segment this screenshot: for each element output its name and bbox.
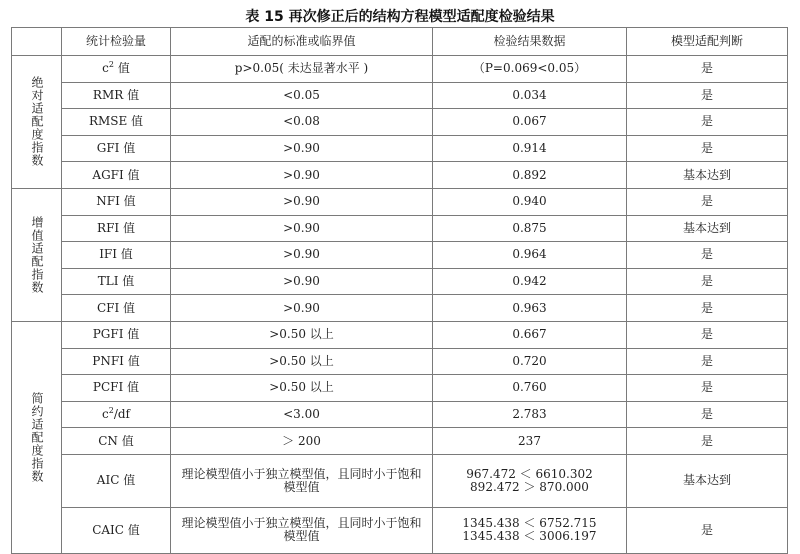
stat-cell: AGFI 值 xyxy=(62,162,171,189)
stat-cell: PGFI 值 xyxy=(62,321,171,348)
stat-cell: GFI 值 xyxy=(62,135,171,162)
standard-cell: p>0.05( 未达显著水平 ) xyxy=(171,56,433,83)
table-row xyxy=(12,109,788,136)
standard-cell: ＞ 200 xyxy=(171,428,433,455)
judgment-cell: 是 xyxy=(627,401,788,428)
stat-cell: CAIC 值 xyxy=(62,507,171,553)
stat-cell: PNFI 值 xyxy=(62,348,171,375)
table-title: 表 15 再次修正后的结构方程模型适配度检验结果 xyxy=(245,9,555,25)
group-label: 简约适配度指数 xyxy=(30,391,44,483)
standard-cell: 理论模型值小于独立模型值，且同时小于饱和 模型值 xyxy=(171,454,433,507)
table-row xyxy=(12,507,788,553)
standard-cell: >0.90 xyxy=(171,162,433,189)
result-cell: 967.472 ＜ 6610.302 892.472 ＞ 870.000 xyxy=(433,454,627,507)
standard-cell: <0.08 xyxy=(171,109,433,136)
standard-cell: <3.00 xyxy=(171,401,433,428)
judgment-cell: 基本达到 xyxy=(627,215,788,242)
judgment-cell: 是 xyxy=(627,321,788,348)
result-cell: 0.940 xyxy=(433,188,627,215)
judgment-cell: 是 xyxy=(627,135,788,162)
standard-cell: >0.90 xyxy=(171,268,433,295)
stat-cell: NFI 值 xyxy=(62,188,171,215)
judgment-cell: 是 xyxy=(627,188,788,215)
table-row xyxy=(12,295,788,322)
judgment-cell: 是 xyxy=(627,375,788,402)
table-row xyxy=(12,242,788,269)
result-cell: 2.783 xyxy=(433,401,627,428)
stat-cell: RFI 值 xyxy=(62,215,171,242)
stat-cell: RMR 值 xyxy=(62,82,171,109)
result-cell: （P=0.069<0.05） xyxy=(433,56,627,83)
standard-cell: 理论模型值小于独立模型值，且同时小于饱和 模型值 xyxy=(171,507,433,553)
table-row xyxy=(12,401,788,428)
result-cell: 0.942 xyxy=(433,268,627,295)
standard-cell: >0.90 xyxy=(171,188,433,215)
table-row xyxy=(12,162,788,189)
table-row xyxy=(12,82,788,109)
table-row xyxy=(12,375,788,402)
result-cell: 0.875 xyxy=(433,215,627,242)
header-stat: 统计检验量 xyxy=(62,28,171,56)
table-row xyxy=(12,188,788,215)
header-standard: 适配的标准或临界值 xyxy=(171,28,433,56)
standard-cell: >0.50 以上 xyxy=(171,321,433,348)
standard-cell: >0.90 xyxy=(171,135,433,162)
result-cell: 1345.438 ＜ 6752.715 1345.438 ＜ 3006.197 xyxy=(433,507,627,553)
judgment-cell: 是 xyxy=(627,428,788,455)
judgment-cell: 是 xyxy=(627,348,788,375)
group-label: 增值适配指数 xyxy=(30,215,44,294)
header-result: 检验结果数据 xyxy=(433,28,627,56)
standard-cell: <0.05 xyxy=(171,82,433,109)
judgment-cell: 是 xyxy=(627,295,788,322)
result-cell: 0.914 xyxy=(433,135,627,162)
header-group xyxy=(12,28,62,56)
group-label-cell xyxy=(12,56,62,189)
judgment-cell: 是 xyxy=(627,268,788,295)
header-judgment: 模型适配判断 xyxy=(627,28,788,56)
judgment-cell: 是 xyxy=(627,56,788,83)
stat-cell: IFI 值 xyxy=(62,242,171,269)
stat-cell: $c^2$ 值 xyxy=(62,56,171,83)
fit-index-table xyxy=(11,27,788,554)
table-row xyxy=(12,321,788,348)
judgment-cell: 是 xyxy=(627,109,788,136)
table-row xyxy=(12,348,788,375)
result-cell: 0.720 xyxy=(433,348,627,375)
stat-cell: PCFI 值 xyxy=(62,375,171,402)
standard-cell: >0.90 xyxy=(171,295,433,322)
stat-cell: $c^2/df$ xyxy=(62,401,171,428)
table-row xyxy=(12,454,788,507)
result-cell: 0.963 xyxy=(433,295,627,322)
header-row xyxy=(12,28,788,56)
result-cell: 0.964 xyxy=(433,242,627,269)
result-cell: 0.034 xyxy=(433,82,627,109)
judgment-cell: 基本达到 xyxy=(627,162,788,189)
standard-cell: >0.50 以上 xyxy=(171,375,433,402)
table-row xyxy=(12,268,788,295)
table-row xyxy=(12,215,788,242)
judgment-cell: 是 xyxy=(627,82,788,109)
stat-cell: CN 值 xyxy=(62,428,171,455)
group-label-cell xyxy=(12,321,62,553)
stat-cell: CFI 值 xyxy=(62,295,171,322)
stat-cell: TLI 值 xyxy=(62,268,171,295)
judgment-cell: 基本达到 xyxy=(627,454,788,507)
table-row xyxy=(12,428,788,455)
group-label-cell xyxy=(12,188,62,321)
result-cell: 0.892 xyxy=(433,162,627,189)
standard-cell: >0.90 xyxy=(171,215,433,242)
judgment-cell: 是 xyxy=(627,507,788,553)
standard-cell: >0.50 以上 xyxy=(171,348,433,375)
result-cell: 0.667 xyxy=(433,321,627,348)
table-row xyxy=(12,135,788,162)
stat-cell: AIC 值 xyxy=(62,454,171,507)
group-label: 绝对适配度指数 xyxy=(30,76,44,168)
result-cell: 0.067 xyxy=(433,109,627,136)
result-cell: 0.760 xyxy=(433,375,627,402)
result-cell: 237 xyxy=(433,428,627,455)
table-row xyxy=(12,56,788,83)
judgment-cell: 是 xyxy=(627,242,788,269)
standard-cell: >0.90 xyxy=(171,242,433,269)
stat-cell: RMSE 值 xyxy=(62,109,171,136)
